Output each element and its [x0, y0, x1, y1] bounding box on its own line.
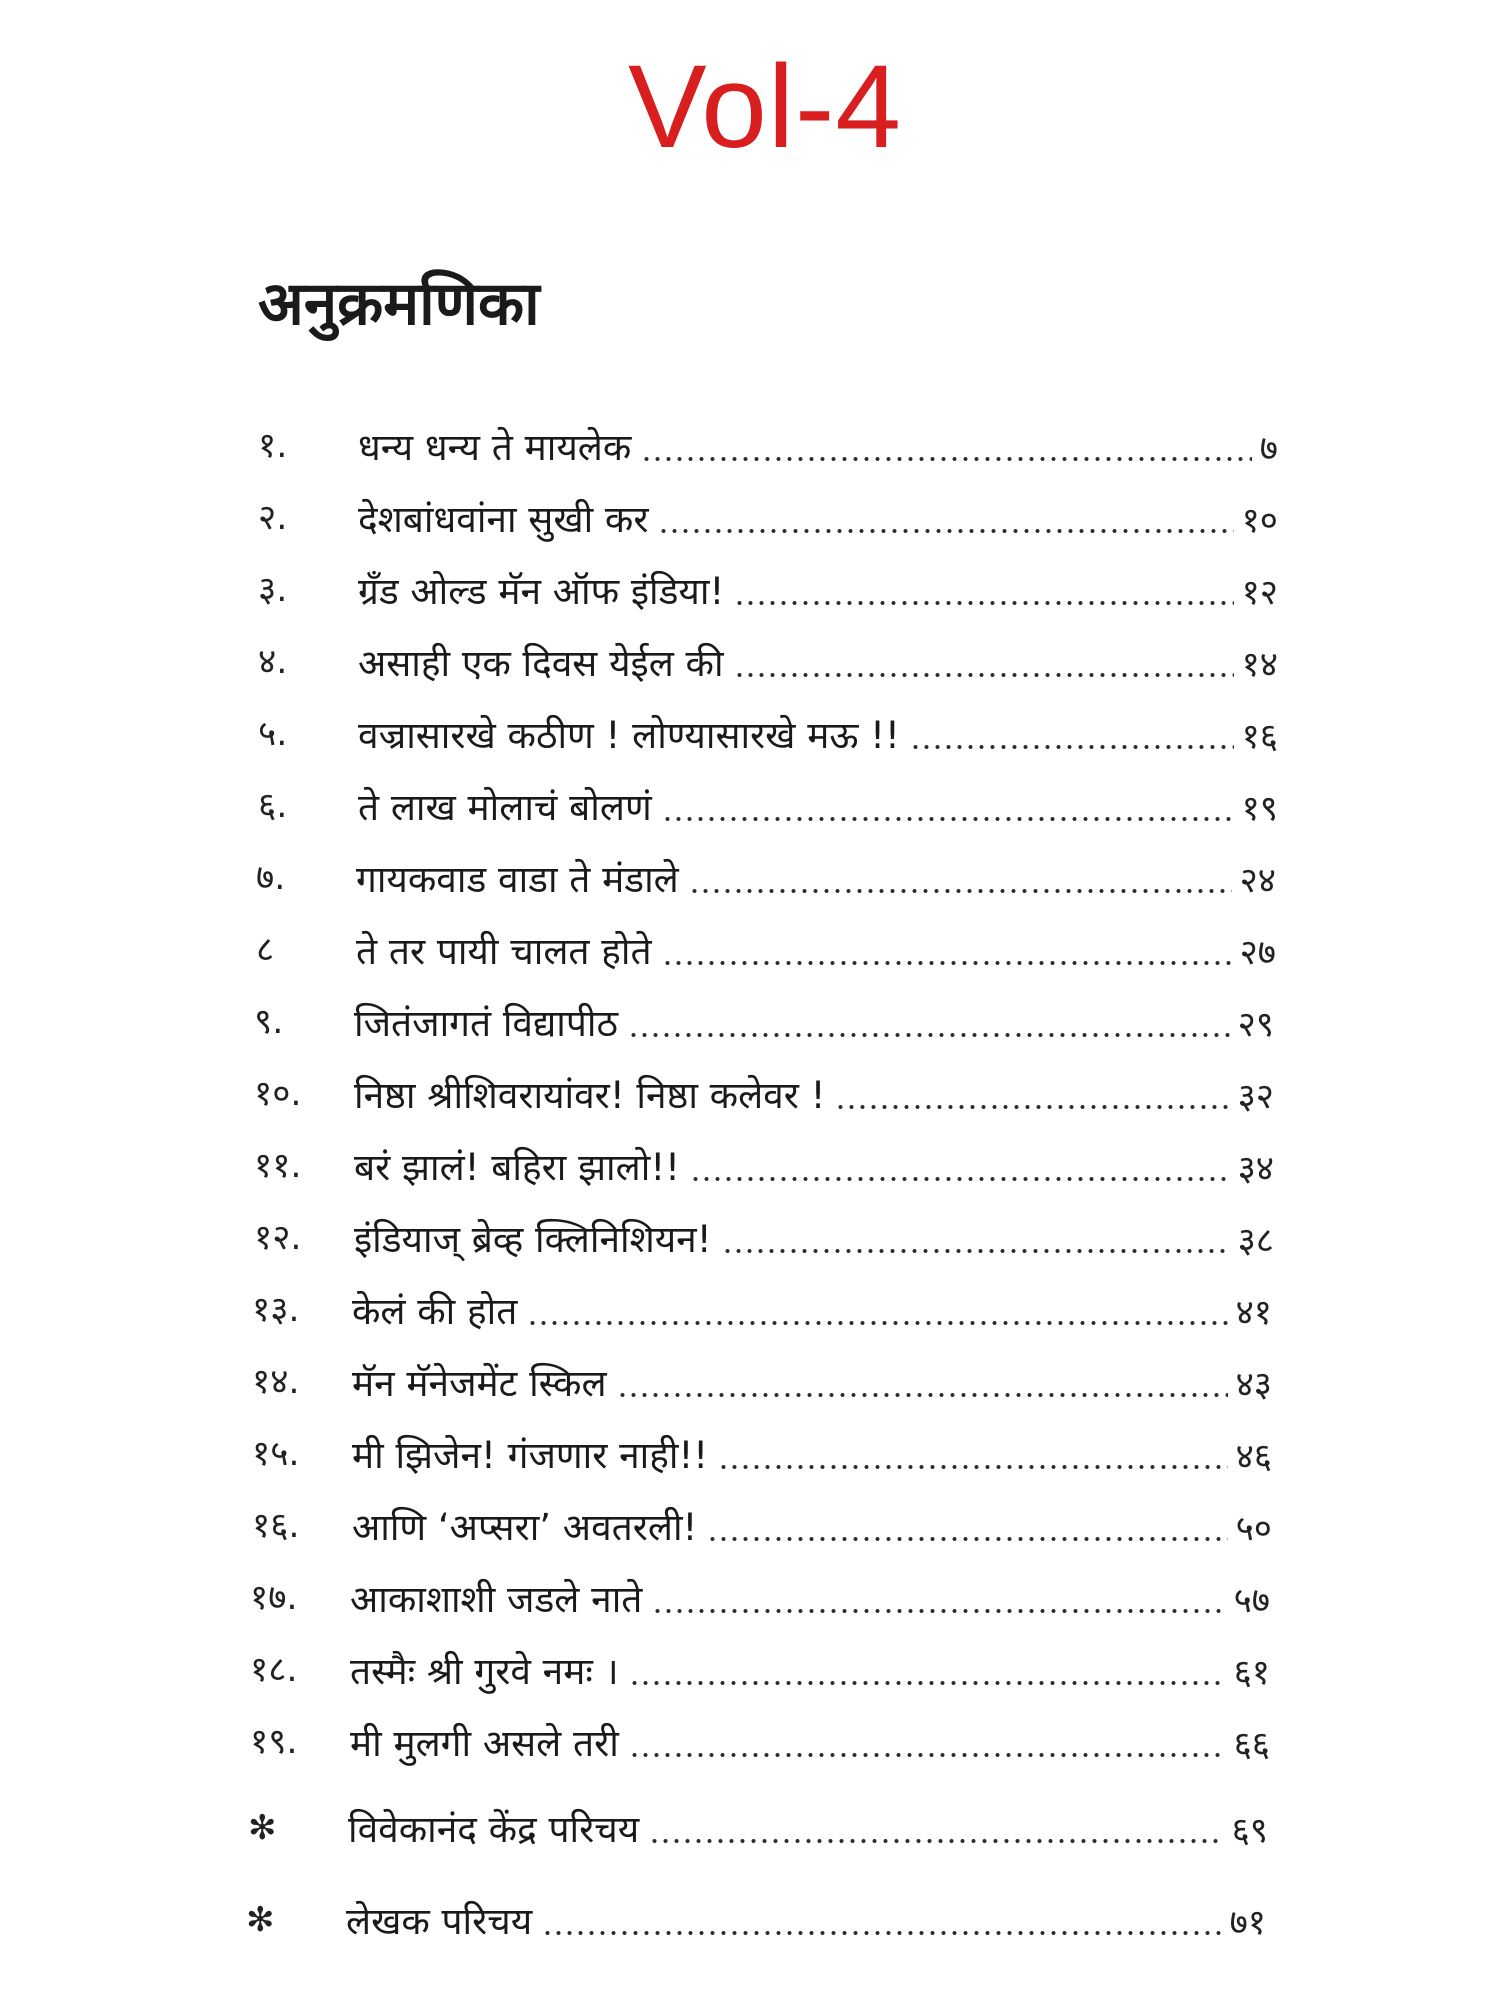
- entry-page: ४१: [1235, 1293, 1272, 1333]
- entry-page: ५०: [1235, 1509, 1272, 1549]
- dot-leader: [652, 1608, 1225, 1614]
- toc-entry: १२. इंडियाज् ब्रेव्ह क्लिनिशियन! ३८: [254, 1210, 1274, 1270]
- toc-entry: १८. तस्मैः श्री गुरवे नमः । ६१: [250, 1642, 1270, 1702]
- entry-title: धन्य धन्य ते मायलेक: [358, 426, 632, 469]
- dot-leader: [690, 1176, 1230, 1182]
- entry-page: ७१: [1229, 1903, 1266, 1943]
- dot-leader: [910, 744, 1234, 750]
- toc-entry: ३. ग्रँड ओल्ड मॅन ऑफ इंडिया! १२: [258, 562, 1278, 622]
- dot-leader: [835, 1104, 1229, 1110]
- toc-entry: ७. गायकवाड वाडा ते मंडाले २४: [256, 850, 1276, 910]
- entry-page: ४६: [1235, 1437, 1272, 1477]
- dot-leader: [629, 1752, 1226, 1758]
- toc-entry: १३. केलं की होत ४१: [252, 1282, 1272, 1342]
- toc-entry: ५. वज्रासारखे कठीण ! लोण्यासारखे मऊ !! १६: [258, 706, 1278, 766]
- entry-page: ६९: [1231, 1811, 1268, 1851]
- toc-entry: १७. आकाशाशी जडले नाते ५७: [250, 1570, 1270, 1630]
- toc-entry: १६. आणि ‘अप्सरा’ अवतरली! ५०: [252, 1498, 1272, 1558]
- toc-entry: ११. बरं झालं! बहिरा झालो!! ३४: [254, 1138, 1274, 1198]
- entry-title: मी झिजेन! गंजणार नाही!!: [352, 1434, 709, 1477]
- entry-title: असाही एक दिवस येईल की: [358, 642, 724, 685]
- dot-leader: [629, 1680, 1226, 1686]
- dot-leader: [649, 1838, 1223, 1844]
- dot-leader: [617, 1392, 1228, 1398]
- toc-entry: ४. असाही एक दिवस येईल की १४: [258, 634, 1278, 694]
- entry-page: १६: [1241, 717, 1278, 757]
- entry-page: २९: [1237, 1005, 1274, 1045]
- toc-entry: १. धन्य धन्य ते मायलेक ७: [258, 418, 1278, 478]
- toc-entry: ६. ते लाख मोलाचं बोलणं १९: [258, 778, 1278, 838]
- entry-page: ५७: [1233, 1581, 1270, 1621]
- toc-entry: १४. मॅन मॅनेजमेंट स्किल ४३: [252, 1354, 1272, 1414]
- entry-page: २७: [1239, 933, 1276, 973]
- entry-page: १०: [1241, 501, 1278, 541]
- entry-title: गायकवाड वाडा ते मंडाले: [356, 858, 679, 901]
- toc-entry: २. देशबांधवांना सुखी कर १०: [258, 490, 1278, 550]
- entry-title: लेखक परिचय: [346, 1900, 533, 1943]
- entry-page: ६६: [1233, 1725, 1270, 1765]
- dot-leader: [689, 888, 1232, 894]
- entry-title: मॅन मॅनेजमेंट स्किल: [352, 1362, 607, 1405]
- volume-label: Vol-4: [628, 41, 902, 173]
- entry-title: ते तर पायी चालत होते: [356, 930, 652, 973]
- entry-page: १४: [1241, 645, 1278, 685]
- dot-leader: [527, 1320, 1227, 1326]
- dot-leader: [542, 1930, 1221, 1936]
- dot-leader: [628, 1032, 1230, 1038]
- toc-heading: अनुक्रमणिका: [258, 269, 540, 339]
- entry-title: आणि ‘अप्सरा’ अवतरली!: [352, 1506, 698, 1549]
- entry-title: जितंजागतं विद्यापीठ: [354, 1002, 618, 1045]
- toc-entry: ९. जितंजागतं विद्यापीठ २९: [254, 994, 1274, 1054]
- toc-entry-appendix: ✻ लेखक परिचय ७१: [246, 1892, 1266, 1952]
- entry-page: ६१: [1233, 1653, 1270, 1693]
- dot-leader: [722, 1248, 1230, 1254]
- toc-entry: ८ ते तर पायी चालत होते २७: [256, 922, 1276, 982]
- dot-leader: [658, 528, 1233, 534]
- toc-entry: १९. मी मुलगी असले तरी ६६: [250, 1714, 1270, 1774]
- dot-leader: [718, 1464, 1227, 1470]
- toc-entry-appendix: ✻ विवेकानंद केंद्र परिचय ६९: [248, 1800, 1268, 1860]
- dot-leader: [641, 456, 1251, 462]
- entry-title: देशबांधवांना सुखी कर: [358, 498, 649, 541]
- dot-leader: [734, 600, 1233, 606]
- entry-page: ४३: [1235, 1365, 1272, 1405]
- dot-leader: [707, 1536, 1227, 1542]
- entry-title: वज्रासारखे कठीण ! लोण्यासारखे मऊ !!: [358, 714, 900, 757]
- entry-title: ग्रँड ओल्ड मॅन ऑफ इंडिया!: [358, 570, 725, 613]
- dot-leader: [734, 672, 1234, 678]
- entry-title: बरं झालं! बहिरा झालो!!: [354, 1146, 680, 1189]
- entry-page: ३८: [1237, 1221, 1274, 1261]
- entry-title: मी मुलगी असले तरी: [350, 1722, 619, 1765]
- toc-entry: १०. निष्ठा श्रीशिवरायांवर! निष्ठा कलेवर ! ३२: [254, 1066, 1274, 1126]
- entry-page: १२: [1241, 573, 1278, 613]
- dot-leader: [662, 816, 1234, 822]
- entry-page: ३२: [1237, 1077, 1274, 1117]
- entry-title: निष्ठा श्रीशिवरायांवर! निष्ठा कलेवर !: [354, 1074, 826, 1117]
- toc-entry: १५. मी झिजेन! गंजणार नाही!! ४६: [252, 1426, 1272, 1486]
- dot-leader: [662, 960, 1232, 966]
- entry-page: २४: [1239, 861, 1276, 901]
- entry-page: १९: [1241, 789, 1278, 829]
- entry-title: ते लाख मोलाचं बोलणं: [358, 786, 652, 829]
- entry-title: आकाशाशी जडले नाते: [350, 1578, 643, 1621]
- entry-title: इंडियाज् ब्रेव्ह क्लिनिशियन!: [354, 1218, 712, 1261]
- entry-title: केलं की होत: [352, 1290, 518, 1333]
- entry-title: विवेकानंद केंद्र परिचय: [348, 1808, 640, 1851]
- entry-page: ३४: [1237, 1149, 1274, 1189]
- entry-title: तस्मैः श्री गुरवे नमः ।: [350, 1650, 619, 1693]
- entry-page: ७: [1259, 429, 1278, 469]
